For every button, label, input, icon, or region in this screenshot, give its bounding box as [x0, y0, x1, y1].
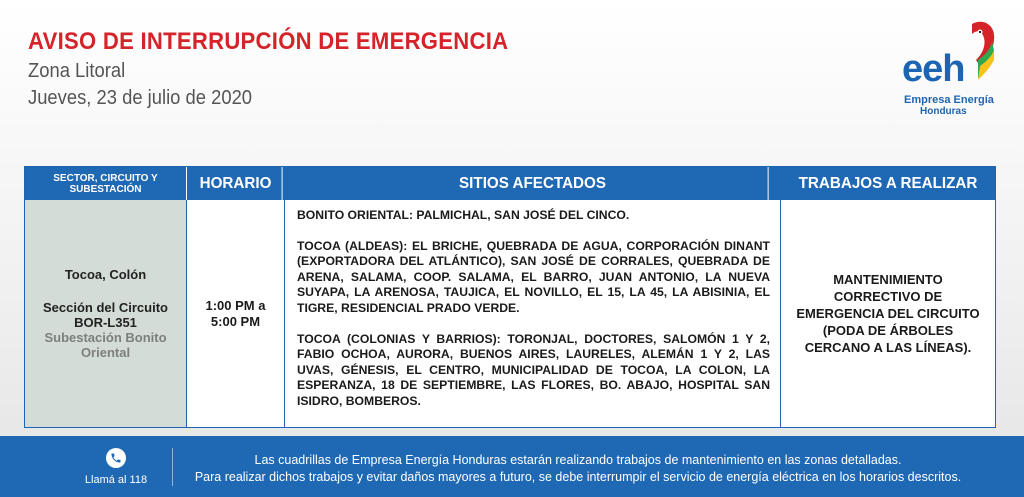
phone-icon — [106, 448, 126, 468]
interruption-table — [24, 166, 996, 428]
circuit-line2: BOR-L351 — [74, 315, 137, 330]
table-row — [25, 200, 995, 427]
substation-label: Subestación Bonito Oriental — [44, 330, 167, 360]
footer-divider — [172, 448, 173, 486]
logo-company-line2: Honduras — [920, 106, 967, 117]
footer-line2: Para realizar dichos trabajos y evitar daños mayores a futuro, se debe interrumpir el servicio de energía eléctrica en los horarios descritos. — [194, 470, 962, 484]
footer-banner — [0, 436, 1024, 497]
header-horario: HORARIO — [189, 167, 282, 200]
circuit-line1: Sección del Circuito — [43, 300, 168, 315]
sites-cell — [285, 200, 781, 427]
date-label: Jueves, 23 de julio de 2020 — [28, 87, 253, 109]
sites-tocoa-aldeas: TOCOA (ALDEAS): EL BRICHE, QUEBRADA DE AGUA, CORPORACIÓN DINANT (EXPORTADORA DEL ATLÁNTICO), SAN JOSÉ DE CORRALES, QUEBRADA DE ARENA, SALAMA, COOP. SALAMA, EL BARRO, JUAN ANTONIO, LA NUEVA SUYAPA, LA ARENOSA, TAUJICA, EL NOVILLO, EL 15, LA 45, LA ABISINIA, EL TIGRE, RESIDENCIAL PRADO VERDE. — [297, 238, 770, 315]
schedule-end: 5:00 PM — [210, 313, 261, 329]
footer-message — [188, 452, 968, 486]
sites-tocoa-colonias: TOCOA (COLONIAS Y BARRIOS): TORONJAL, DOCTORES, SALOMÓN 1 Y 2, FABIO OCHOA, AURORA, BUENOS AIRES, LAURELES, ALEMÁN 1 Y 2, LAS UVAS, GÉNESIS, EL CENTRO, MUNICIPALIDAD DE TOCOA, LA COLON, LA ESPERANZA, 18 DE SEPTIEMBRE, LAS FLORES, BO. ABAJO, HOSPITAL SAN ISIDRO, BOMBEROS. — [297, 331, 770, 408]
table-header — [25, 167, 995, 200]
logo-company-line1: Empresa Energía — [904, 94, 994, 106]
eeh-logo — [898, 18, 998, 118]
sector-cell — [25, 200, 187, 427]
sites-bonito-oriental: BONITO ORIENTAL: PALMICHAL, SAN JOSÉ DEL CINCO. — [297, 208, 630, 222]
location-label: Tocoa, Colón — [64, 267, 147, 282]
work-cell — [781, 200, 995, 427]
phone-label: Llamá al 118 — [84, 474, 148, 486]
header-sector: SECTOR, CIRCUITO Y SUBESTACIÓN — [25, 167, 187, 200]
schedule-cell — [187, 200, 285, 427]
parrot-logo-icon — [966, 20, 996, 82]
notice-title: AVISO DE INTERRUPCIÓN DE EMERGENCIA — [28, 28, 509, 55]
schedule-start: 1:00 PM a — [205, 297, 266, 313]
header-sitios: SITIOS AFECTADOS — [297, 167, 768, 200]
footer-line1: Las cuadrillas de Empresa Energía Honduras estarán realizando trabajos de mantenimiento en las zonas detalladas. — [254, 453, 902, 467]
call-118[interactable] — [76, 448, 156, 486]
zone-label: Zona Litoral — [28, 60, 126, 82]
header-trabajos: TRABAJOS A REALIZAR — [798, 174, 978, 192]
header — [28, 28, 550, 110]
logo-text: eeh — [902, 48, 965, 90]
work-description: MANTENIMIENTO CORRECTIVO DE EMERGENCIA DEL CIRCUITO (PODA DE ÁRBOLES CERCANO A LAS LÍNEAS). — [796, 272, 980, 355]
